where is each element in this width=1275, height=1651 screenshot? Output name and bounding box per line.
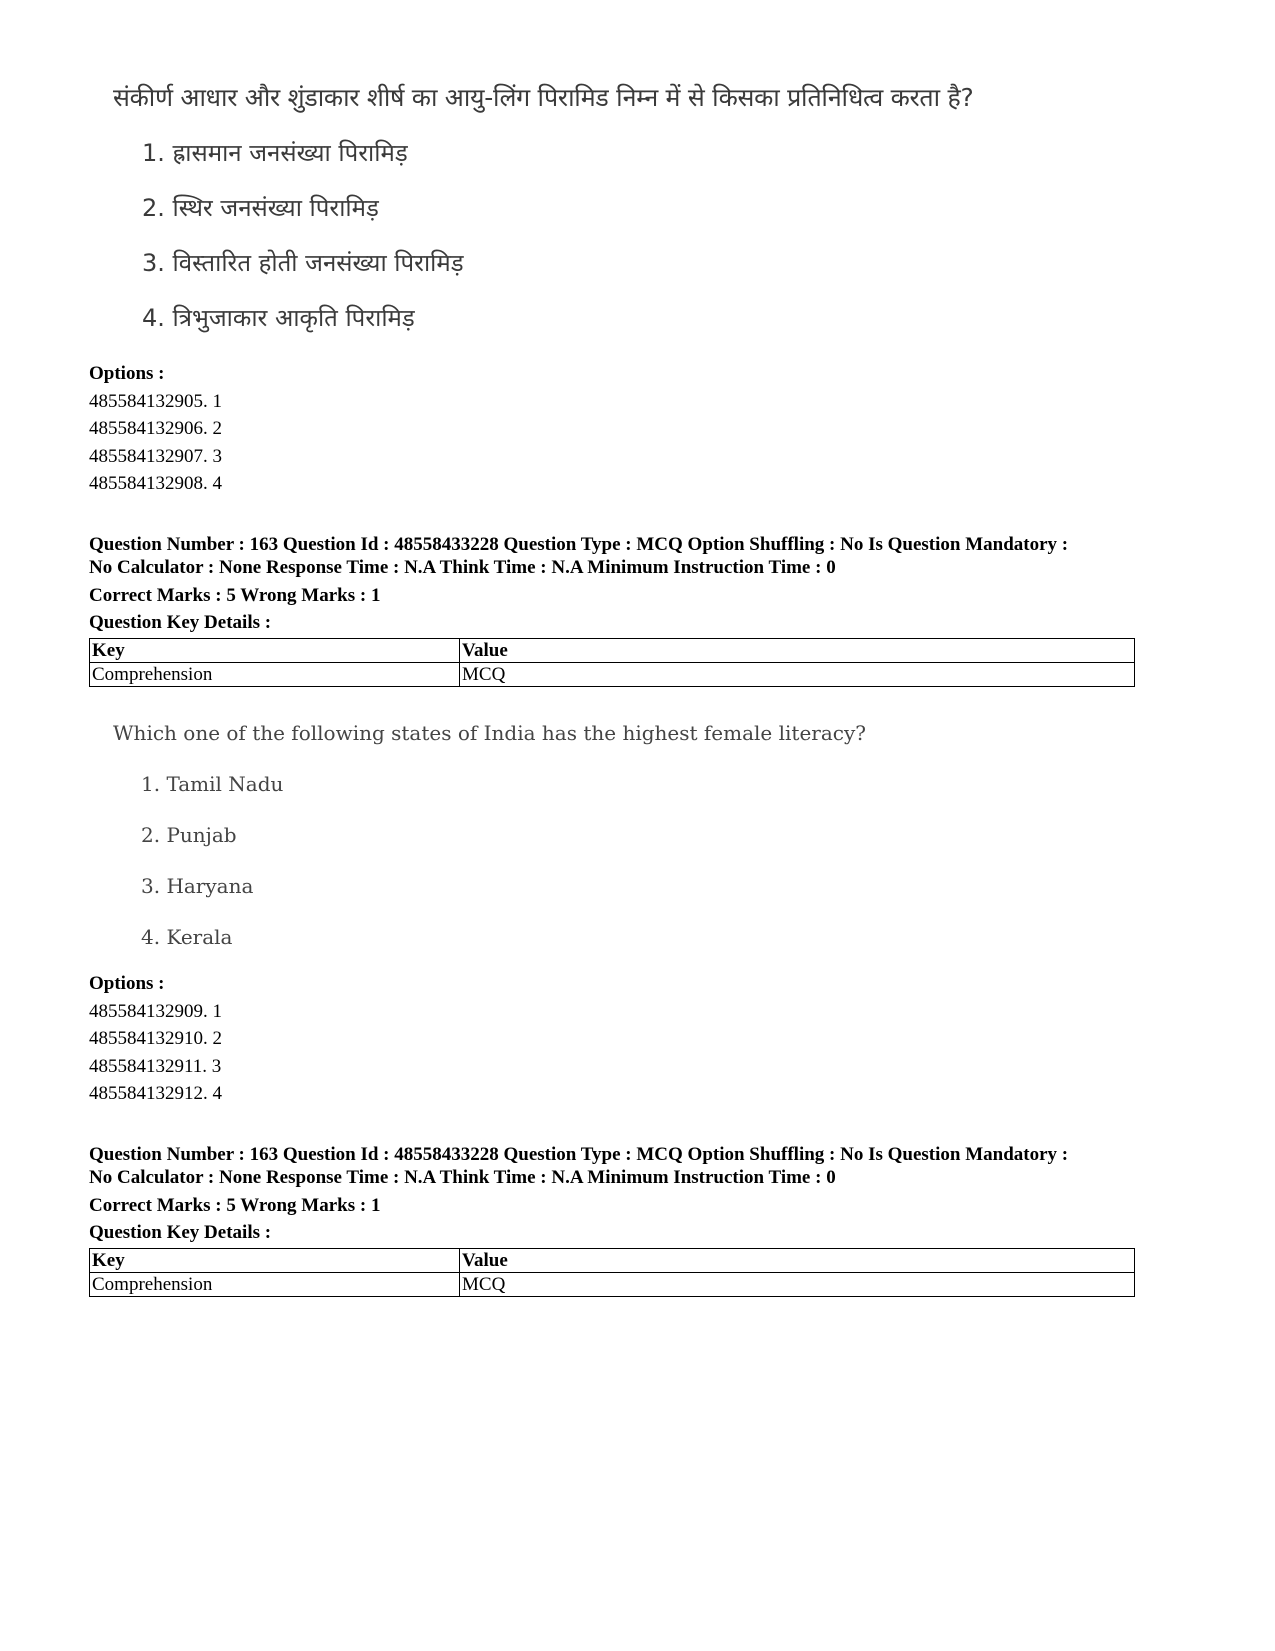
question-text: संकीर्ण आधार और शुंडाकार शीर्ष का आयु-लिंग पिरामिड निम्न में से किसका प्रतिनिधित्व करता है? [113,83,974,112]
options-heading: Options : [89,973,165,994]
options-list [89,360,222,498]
question-choice: 2. स्थिर जनसंख्या पिरामिड़ [142,194,379,222]
table-cell-value: MCQ [460,663,1135,687]
option-item: 485584132905. 1 [89,390,222,412]
question-image-english [113,715,1113,955]
meta-line-1: Question Number : 163 Question Id : 48558433228 Question Type : MCQ Option Shuffling : No Is Question Mandatory : [89,534,1069,555]
table-cell-key: Comprehension [90,663,460,687]
option-item: 485584132908. 4 [89,473,222,494]
table-header-row [90,639,1135,663]
question-choice: 1. Tamil Nadu [141,772,284,796]
key-details-table [89,638,1135,687]
table-cell-value: MCQ [460,1273,1135,1297]
option-item: 485584132912. 4 [89,1083,222,1104]
option-item: 485584132907. 3 [89,445,222,467]
key-details-table [89,1248,1135,1297]
question-choice: 4. त्रिभुजाकार आकृति पिरामिड़ [142,304,415,332]
question-image-hindi [113,78,1113,338]
table-header-value: Value [460,1249,1135,1273]
meta-line-2: No Calculator : None Response Time : N.A Think Time : N.A Minimum Instruction Time : 0 [89,1167,836,1188]
question-choice: 3. Haryana [141,874,254,898]
question-meta [89,533,1135,687]
option-item: 485584132906. 2 [89,418,222,439]
question-choice: 3. विस्तारित होती जनसंख्या पिरामिड़ [142,249,464,277]
option-item: 485584132910. 2 [89,1028,222,1049]
option-item: 485584132909. 1 [89,1000,222,1022]
key-details-heading: Question Key Details : [89,1222,272,1243]
question-choice: 2. Punjab [141,823,237,847]
table-cell-key: Comprehension [90,1273,460,1297]
question-choice: 1. ह्रासमान जनसंख्या पिरामिड़ [142,139,408,167]
table-header-value: Value [460,639,1135,663]
key-details-heading: Question Key Details : [89,612,272,633]
question-text: Which one of the following states of India has the highest female literacy? [113,721,866,745]
options-list [89,970,222,1108]
question-meta [89,1143,1135,1297]
marks-line: Correct Marks : 5 Wrong Marks : 1 [89,585,381,606]
meta-line-2: No Calculator : None Response Time : N.A Think Time : N.A Minimum Instruction Time : 0 [89,557,836,578]
table-row [90,663,1135,687]
options-heading: Options : [89,363,165,384]
meta-line-1: Question Number : 163 Question Id : 48558433228 Question Type : MCQ Option Shuffling : No Is Question Mandatory : [89,1144,1069,1165]
marks-line: Correct Marks : 5 Wrong Marks : 1 [89,1195,381,1216]
table-row [90,1273,1135,1297]
table-header-key: Key [90,639,460,663]
question-choice: 4. Kerala [141,925,233,949]
table-header-key: Key [90,1249,460,1273]
option-item: 485584132911. 3 [89,1055,222,1077]
table-header-row [90,1249,1135,1273]
